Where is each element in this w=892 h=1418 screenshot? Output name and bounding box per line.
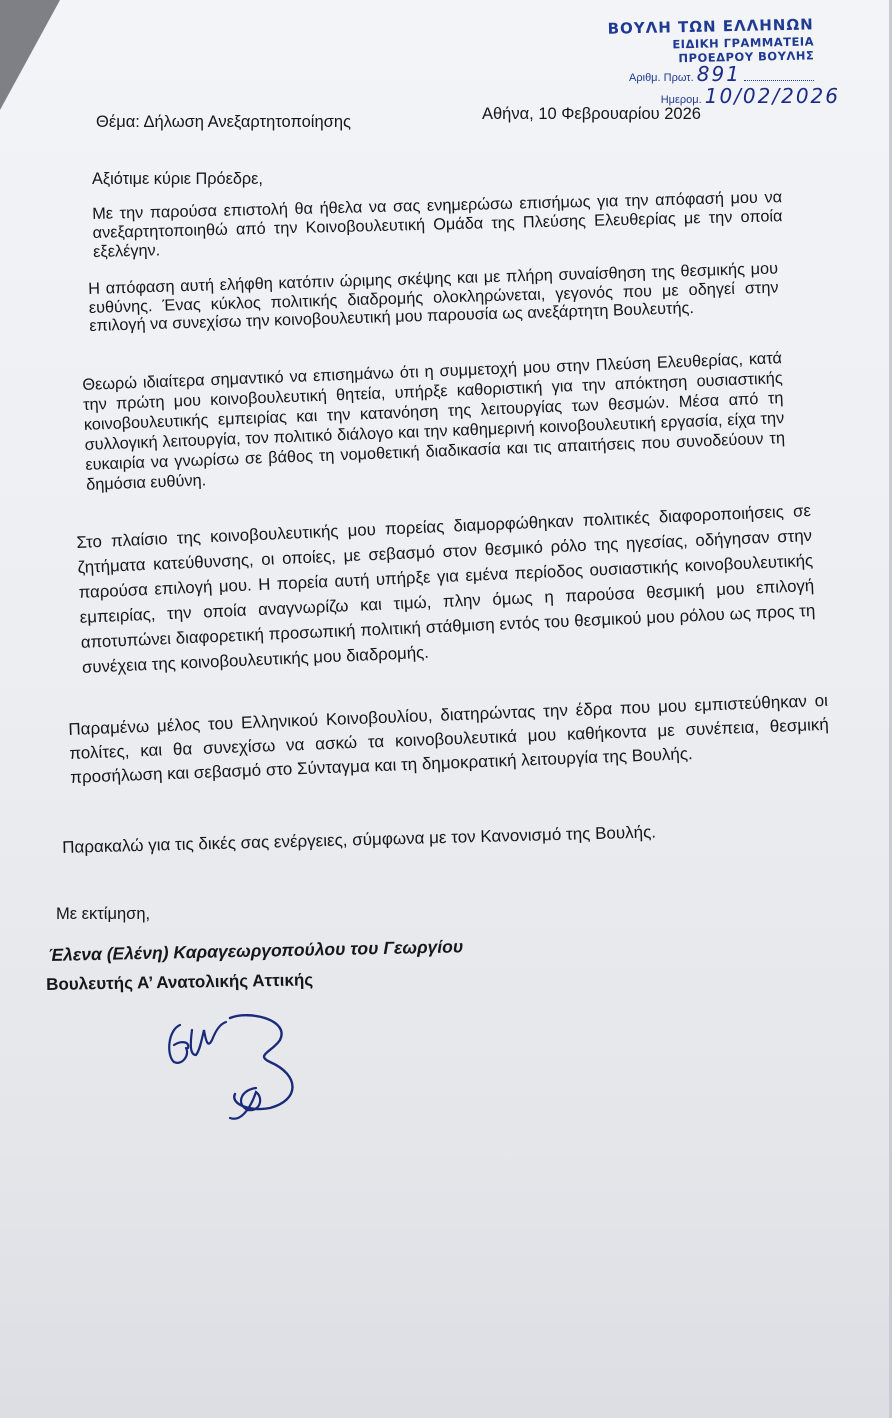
protocol-number: 891	[696, 62, 741, 86]
letter-greeting: Αξιότιμε κύριε Πρόεδρε,	[92, 170, 263, 188]
closing-phrase: Με εκτίμηση,	[56, 905, 151, 923]
stamp-line-3: ΠΡΟΕΔΡΟΥ ΒΟΥΛΗΣ	[678, 48, 815, 66]
signer-name: Έλενα (Ελένη) Καραγεωργοπούλου του Γεωργίου	[48, 936, 464, 965]
paragraph-4: Στο πλαίσιο της κοινοβουλευτικής μου πορείας διαμορφώθηκαν πολιτικές διαφοροποιήσεις σε ζητήματα κατεύθυνσης, οι οποίες, με σεβασμό στον θεσμικό ρόλο της ηγεσίας, οδήγησαν στην παρούσα επιλογή μου. Η πορεία αυτή υπήρξε για εμένα περίοδος ουσιαστικής κοινοβουλευτικής εμπειρίας, την οποία αναγνωρίζω και τιμώ, πλην όμως η παρούσα θεσμική μου επιλογή αποτυπώνει διαφορετική προσωπική πολιτική στάθμιση εντός του θεσμικού μου ρόλου ως προς τη συνέχεια της κοινοβουλευτικής μου διαδρομής.	[76, 500, 816, 677]
letter-date: Αθήνα, 10 Φεβρουαρίου 2026	[482, 105, 701, 123]
letter-subject: Θέμα: Δήλωση Ανεξαρτητοποίησης	[96, 113, 351, 131]
stamp-line-1: ΒΟΥΛΗ ΤΩΝ ΕΛΛΗΝΩΝ	[607, 15, 814, 38]
paragraph-6: Παρακαλώ για τις δικές σας ενέργειες, σύμφωνα με τον Κανονισμό της Βουλής.	[62, 822, 657, 857]
paragraph-5: Παραμένω μέλος του Ελληνικού Κοινοβουλίου, διατηρώντας την έδρα που μου εμπιστεύθηκαν οι πολίτες, και θα συνεχίσω να ασκώ τα κοινοβουλευτικά μου καθήκοντα με συνέπεια, θεσμική προσήλωση και σεβασμό στο Σύνταγμα και τη δημοκρατική λειτουργία της Βουλής.	[68, 690, 830, 787]
stamp-date-value: 10/02/2026	[704, 84, 840, 108]
paragraph-2: Η απόφαση αυτή ελήφθη κατόπιν ώριμης σκέψης και με πλήρη συναίσθηση της θεσμικής μου ευθύνης. Ένας κύκλος πολιτικής διαδρομής ολοκληρώνεται, γεγονός που με οδηγεί στην επιλογή να συνεχίσω την κοινοβουλευτική μου παρουσία ως ανεξάρτητη Βουλευτής.	[88, 259, 779, 335]
signer-title: Βουλευτής Α’ Ανατολικής Αττικής	[46, 970, 314, 994]
handwritten-signature	[160, 1000, 330, 1130]
stamp-date-label: Ημερομ.	[660, 94, 702, 106]
paragraph-1: Με την παρούσα επιστολή θα ήθελα να σας ενημερώσω επισήμως για την απόφασή μου να ανεξαρτητοποιηθώ από την Κοινοβουλευτική Ομάδα της Πλεύσης Ελευθερίας με την οποία εξελέγην.	[92, 188, 783, 261]
protocol-label: Αριθμ. Πρωτ.	[629, 72, 694, 84]
stamp-line-2: ΕΙΔΙΚΗ ΓΡΑΜΜΑΤΕΙΑ	[672, 34, 815, 52]
paragraph-3: Θεωρώ ιδιαίτερα σημαντικό να επισημάνω ότι η συμμετοχή μου στην Πλεύση Ελευθερίας, κατά την πρώτη μου κοινοβουλευτική θητεία, υπήρξε καθοριστική για την απόκτηση ουσιαστικής κοινοβουλευτικής εμπειρίας και την κατανόηση της λειτουργίας των θεσμών. Μέσα από τη συλλογική λειτουργία, τον πολιτικό διάλογο και την καθημερινή κοινοβουλευτική εργασία, είχα την ευκαιρία να γνωρίσω σε βάθος τη νομοθετική διαδικασία και τις απαιτήσεις που συνοδεύουν τη δημόσια ευθύνη.	[82, 349, 786, 494]
